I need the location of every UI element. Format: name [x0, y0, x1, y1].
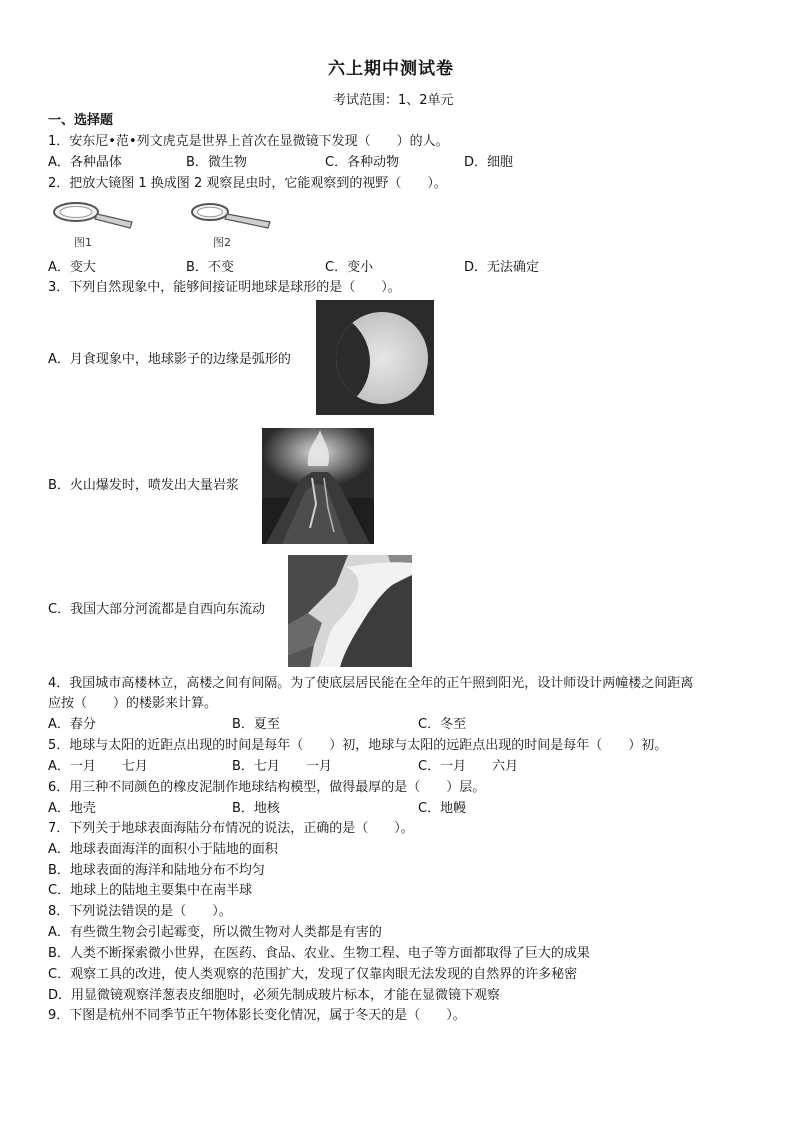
q6-option-a: A．地壳: [48, 801, 96, 816]
q6-option-b: B．地核: [232, 801, 280, 816]
q1-option-b: B．微生物: [186, 155, 247, 170]
q3-option-c: C．我国大部分河流都是自西向东流动: [48, 602, 266, 617]
q5-option-b: B．七月 一月: [232, 759, 332, 774]
q3-option-b: B．火山爆发时，喷发出大量岩浆: [48, 478, 239, 493]
figure-2-label: 图2: [213, 236, 231, 249]
q6-option-c: C．地幔: [418, 801, 467, 816]
magnifier-1-image: [48, 200, 138, 234]
q3-option-a: A．月食现象中，地球影子的边缘是弧形的: [48, 352, 291, 367]
question-1-stem: 1．安东尼•范•列文虎克是世界上首次在显微镜下发现（ ）的人。: [48, 134, 449, 149]
question-6-stem: 6．用三种不同颜色的橡皮泥制作地球结构模型，做得最厚的是（ ）层。: [48, 780, 486, 795]
q2-option-a: A．变大: [48, 260, 96, 275]
q4-option-b: B．夏至: [232, 717, 280, 732]
page-title: 六上期中测试卷: [328, 59, 454, 79]
q2-option-d: D．无法确定: [464, 260, 540, 275]
question-2-stem: 2．把放大镜图 1 换成图 2 观察昆虫时，它能观察到的视野（ ）。: [48, 176, 447, 191]
figure-1-label: 图1: [74, 236, 92, 249]
exam-scope: 考试范围：1、2单元: [333, 93, 454, 108]
q8-option-d: D．用显微镜观察洋葱表皮细胞时，必须先制成玻片标本，才能在显微镜下观察: [48, 988, 501, 1003]
section-heading: 一、选择题: [48, 113, 114, 128]
question-8-stem: 8．下列说法错误的是（ ）。: [48, 904, 232, 919]
q5-option-c: C．一月 六月: [418, 759, 519, 774]
q7-option-c: C．地球上的陆地主要集中在南半球: [48, 883, 253, 898]
q2-option-b: B．不变: [186, 260, 234, 275]
volcano-eruption-image: [262, 428, 374, 544]
q4-option-c: C．冬至: [418, 717, 467, 732]
question-4-stem-line-1: 4．我国城市高楼林立，高楼之间有间隔。为了使底层居民能在全年的正午照到阳光，设计师设计两幢楼之间距离: [48, 676, 694, 691]
q7-option-b: B．地球表面的海洋和陆地分布不均匀: [48, 863, 265, 878]
question-9-stem: 9．下图是杭州不同季节正午物体影长变化情况，属于冬天的是（ ）。: [48, 1008, 466, 1023]
lunar-eclipse-image: [316, 300, 434, 415]
q1-option-c: C．各种动物: [325, 155, 400, 170]
q8-option-c: C．观察工具的改进，使人类观察的范围扩大，发现了仅靠肉眼无法发现的自然界的许多秘密: [48, 967, 578, 982]
river-valley-image: [288, 555, 412, 667]
q8-option-b: B．人类不断探索微小世界，在医药、食品、农业、生物工程、电子等方面都取得了巨大的成果: [48, 946, 590, 961]
q1-option-a: A．各种晶体: [48, 155, 122, 170]
q5-option-a: A．一月 七月: [48, 759, 148, 774]
question-3-stem: 3．下列自然现象中，能够间接证明地球是球形的是（ ）。: [48, 280, 401, 295]
q2-option-c: C．变小: [325, 260, 374, 275]
q8-option-a: A．有些微生物会引起霉变，所以微生物对人类都是有害的: [48, 925, 382, 940]
magnifier-2-image: [186, 200, 276, 234]
question-5-stem: 5．地球与太阳的近距点出现的时间是每年（ ）初，地球与太阳的远距点出现的时间是每年（ ）初。: [48, 738, 668, 753]
question-4-stem-line-2: 应按（ ）的楼影来计算。: [48, 696, 218, 711]
question-7-stem: 7．下列关于地球表面海陆分布情况的说法，正确的是（ ）。: [48, 821, 414, 836]
q1-option-d: D．细胞: [464, 155, 514, 170]
q4-option-a: A．春分: [48, 717, 96, 732]
q7-option-a: A．地球表面海洋的面积小于陆地的面积: [48, 842, 278, 857]
